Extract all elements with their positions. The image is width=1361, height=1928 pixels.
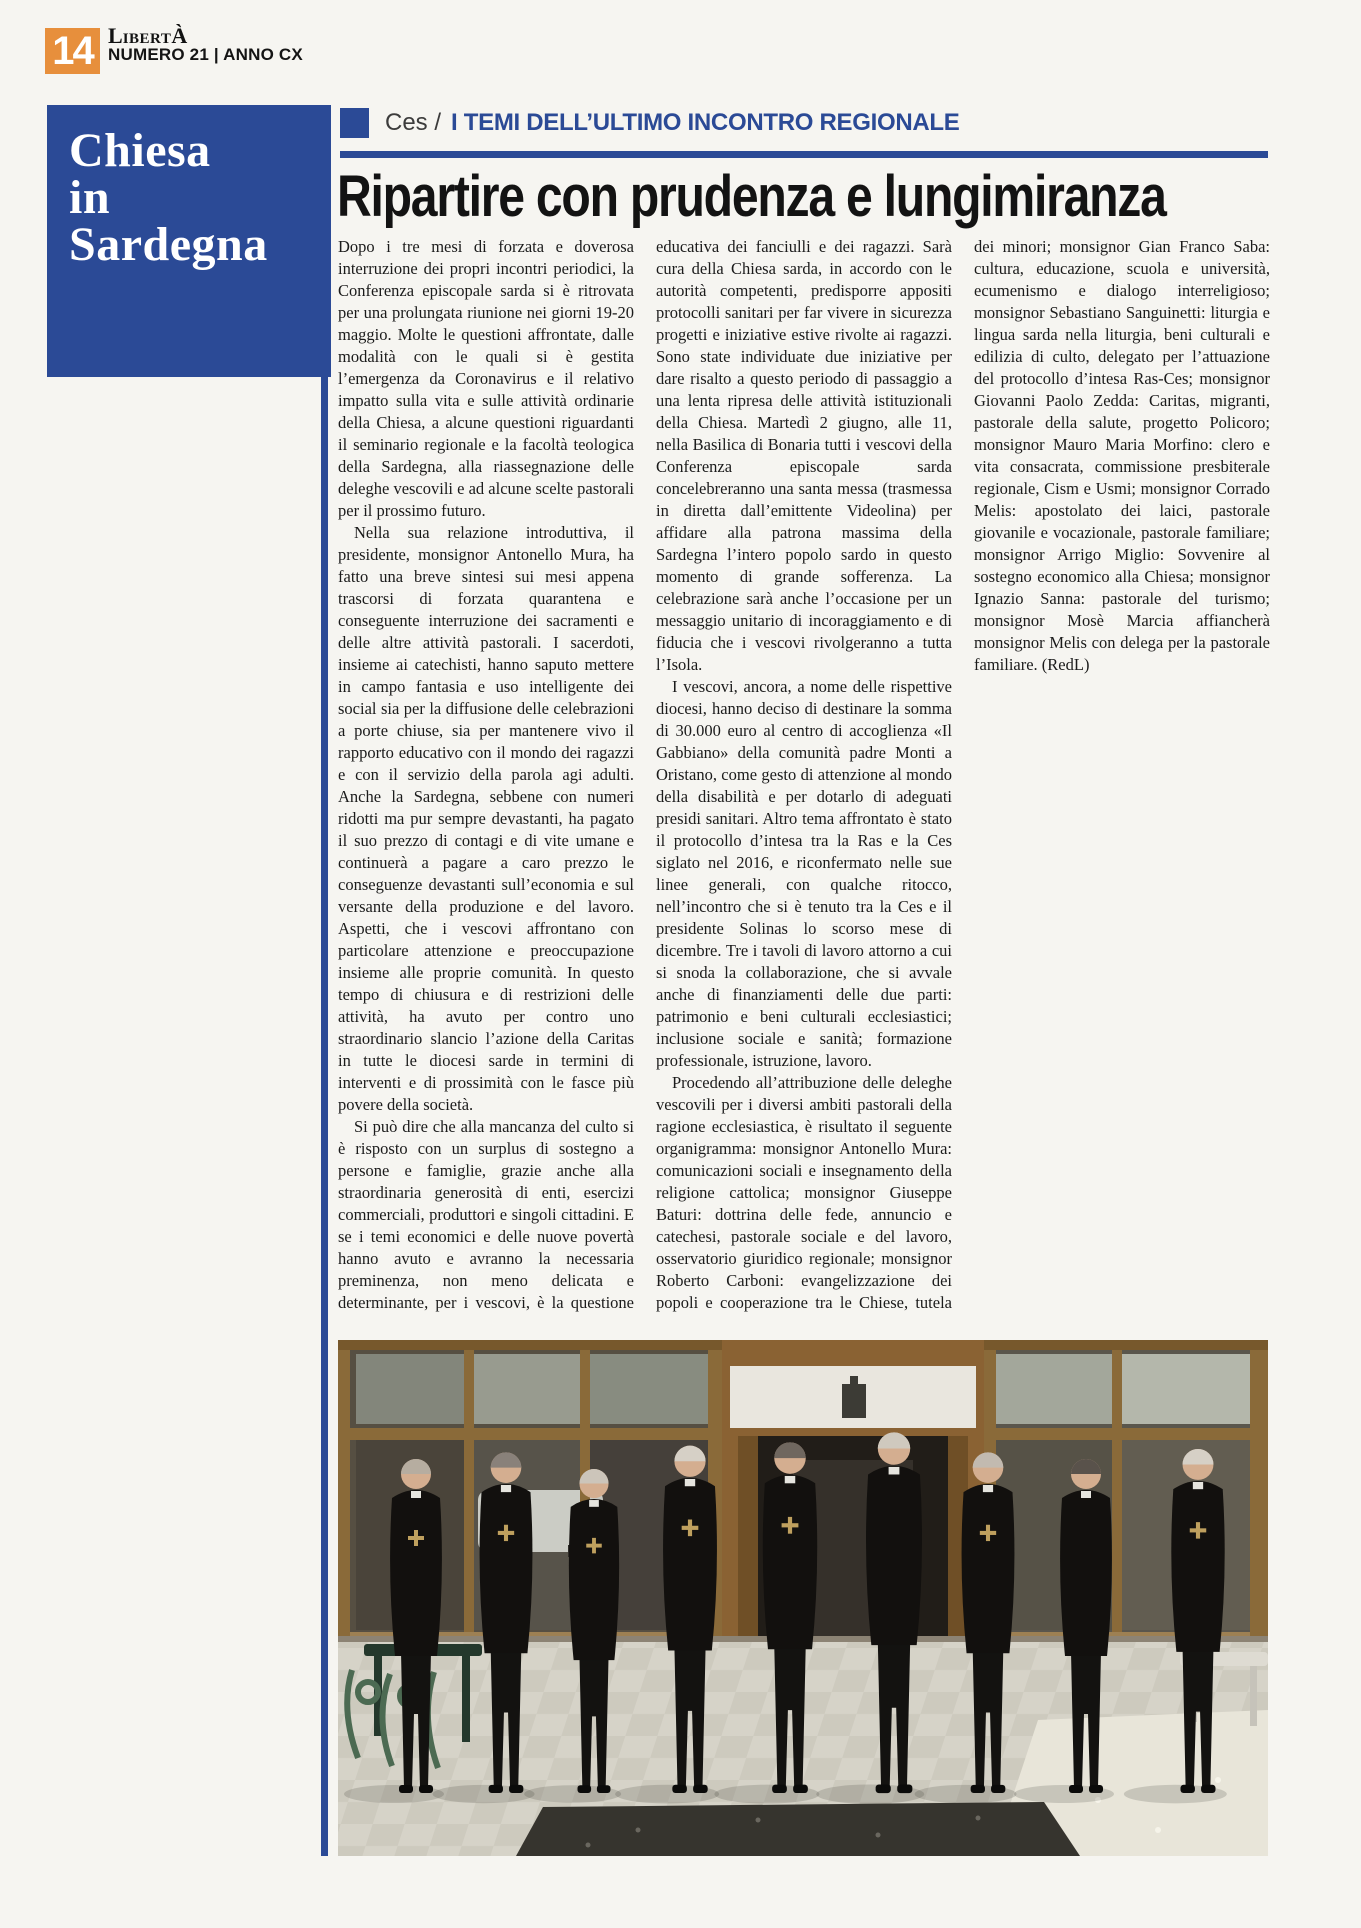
headline-text: Ripartire con prudenza e lungimiranza — [337, 164, 1166, 229]
entrance-door — [722, 1340, 984, 1642]
article-paragraph: Procedendo all’attribuzione delle deleghe vescovili per i diversi ambiti pastorali della ragione ecclesiastica, è risultato il seguente organigramma: monsignor Antonello Mura: comunicazioni sociali e insegnamento della religione cattolica; monsignor Giuseppe Baturi: dottrina delle fede, annuncio e catechesi, pastorale sociale e del lavoro, osservatorio giuridico regionale; monsignor Roberto Carboni: evangelizzazione dei popoli e cooperazione tra le Chiese, tutela dei minori; monsignor Gian Franco Saba: cultura, educazione, scuola e università, ecumenismo e dialogo interreligioso; monsignor Sebastiano Sanguinetti: liturgia e lingua sarda nella liturgia, beni culturali e edilizia di culto, delegato per l’attuazione del protocollo d’intesa Ras-Ces; monsignor Giovanni Paolo Zedda: Caritas, migranti, pastorale della salute, progetto Policoro; monsignor Mauro Maria Morfino: clero e vita consacrata, commissione presbiterale regionale, Cism e Usmi; monsignor Corrado Melis: apostolato dei laici, pastorale giovanile e vocazionale, pastorale familiare; monsignor Arrigo Miglio: Sovvenire al sostegno economico alla Chiesa; monsignor Ignazio Sanna: pastorale del turismo; monsignor Mosè Marcia affiancherà monsignor Melis con delega per la pastorale familiare. (RedL) — [656, 237, 1270, 1312]
masthead-final: À — [171, 23, 188, 48]
article-paragraph: Si può dire che alla mancanza del culto si è risposto con un surplus di sostegno a persone e famiglie, grazie anche alla straordinaria generosità di enti, esercizi commerciali, produttori e singoli cittadini. E se i temi economici e delle nuove povertà hanno avuto e avranno la necessaria preminenza, non meno delicata e determinante, per i vescovi, è la questione educativa dei fanciulli e dei ragazzi. Sarà cura della Chiesa sarda, in accordo con le autorità competenti, predisporre appositi protocolli sanitari per far vivere in sicurezza progetti e iniziative estive rivolte ai ragazzi. Sono state individuate due iniziative per dare risalto a questo periodo di passaggio a una lenta ripresa delle attività istituzionali della Chiesa. Martedì 2 giugno, alle 11, nella Basilica di Bonaria tutti i vescovi della Conferenza episcopale sarda concelebreranno una santa messa (trasmessa in diretta dall’emittente Videolina) per affidare alla patrona massima della Sardegna l’intero popolo sardo in questo momento di grande sofferenza. La celebrazione sarà anche l’occasione per un messaggio unitario di incoraggiamento e di fiducia che i vescovi rivolgeranno a tutta l’Isola. — [338, 237, 952, 1312]
vertical-blue-rule — [321, 377, 328, 1856]
article-paragraph: Nella sua relazione introduttiva, il presidente, monsignor Antonello Mura, ha fatto una breve sintesi sui mesi appena trascorsi di forzata quarantena e conseguente interruzione dei sacramenti e delle altre attività pastorali. I sacerdoti, insieme ai catechisti, hanno saputo mettere in campo fantasia e uso intelligente dei social sia per la diffusione delle celebrazioni a porte chiuse, sia per mantenere vivo il rapporto educativo con il mondo dei ragazzi e con il servizio della parola agi adulti. Anche la Sardegna, sebbene con numeri ridotti ma pur sempre devastanti, ha pagato il suo prezzo di contagi e di vite umane e continuerà a pagare a caro prezzo le conseguenze devastanti sull’economia e sul versante della produzione e del lavoro. Aspetti, che i vescovi affrontano con particolare attenzione e preoccupazione insieme alle proprie comunità. In questo tempo di chiusura e di restrizioni delle attività, ha avuto per contro uno straordinario slancio l’azione della Caritas in tutte le diocesi sarde in termini di interventi e di prossimità con le fasce più povere della società. — [338, 523, 634, 1114]
kicker — [340, 104, 1270, 142]
article-paragraph: I vescovi, ancora, a nome delle rispettive diocesi, hanno deciso di destinare la somma di 30.000 euro al centro di accoglienza «Il Gabbiano» della comunità padre Monti a Oristano, come gesto di attenzione al mondo della disabilità e per dotarlo di adeguati presidi sanitari. Altro tema affrontato è stato il protocollo d’intesa tra la Ras e la Ces siglato nel 2016, e riconfermato nelle sue linee generali, con qualche ritocco, nell’incontro che si è tenuto tra la Ces e il presidente Solinas lo scorso mese di dicembre. Tre i tavoli di lavoro attorno a cui si snoda la collaborazione, che si avvale anche di finanziamenti delle due parti: patrimonio e beni culturali ecclesiastici; inclusione sociale e sanità; formazione professionale, istruzione, lavoro. — [656, 677, 952, 1070]
right-window — [984, 1340, 1268, 1642]
masthead-initial: L — [108, 23, 123, 48]
article-paragraph: Dopo i tre mesi di forzata e doverosa interruzione dei propri incontri periodici, la Conferenza episcopale sarda si è ritrovata per una prolungata riunione nei giorni 19-20 maggio. Molte le questioni affrontate, dalle modalità con le quali si è gestita l’emergenza da Coronavirus e il relativo impatto sulla vita e sulle attività ordinarie della Chiesa, a alcune questioni riguardanti il seminario regionale e la facoltà teologica della Sardegna, alla riassegnazione delle deleghe vescovili e ad alcune scelte pastorali per il prossimo futuro. — [338, 237, 634, 520]
section-box — [47, 105, 331, 377]
masthead-middle: IBERT — [122, 31, 172, 47]
kicker-square-icon — [340, 108, 369, 138]
bishops-group-photo — [338, 1340, 1268, 1856]
headline — [337, 164, 1272, 230]
section-title-line2: in — [69, 171, 111, 225]
issue-line: NUMERO 21 | ANNO CX — [108, 45, 303, 64]
door-lamp — [842, 1384, 866, 1418]
kicker-rule — [340, 151, 1268, 158]
page-number-box — [45, 28, 100, 74]
section-title — [47, 105, 331, 272]
section-title-line3: Sardegna — [69, 218, 268, 272]
section-title-line1: Chiesa — [69, 124, 211, 177]
article-body — [338, 236, 1270, 1320]
entrance-mat — [516, 1802, 1080, 1856]
masthead-logo — [108, 25, 187, 47]
kicker-prefix: Ces / — [385, 109, 442, 136]
page-number: 14 — [52, 29, 93, 73]
kicker-title: I TEMI DELL’ULTIMO INCONTRO REGIONALE — [451, 109, 960, 136]
